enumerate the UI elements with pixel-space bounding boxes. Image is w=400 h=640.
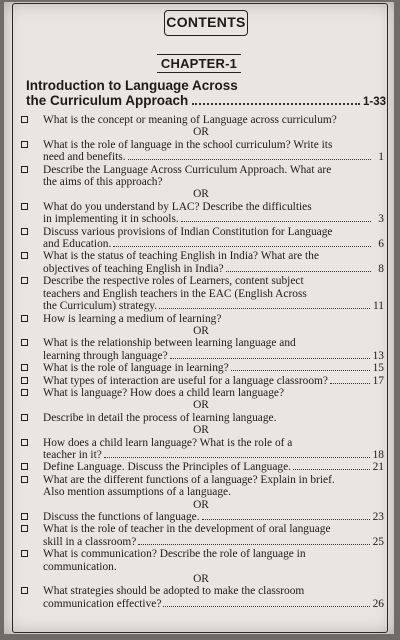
entry-text: in implementing it in schools. — [43, 213, 179, 226]
entry-last-line — [43, 300, 384, 312]
checkbox-bullet-icon — [21, 550, 28, 557]
checkbox-bullet-icon — [21, 525, 28, 532]
contents-entry[interactable] — [18, 548, 384, 573]
contents-entry[interactable] — [18, 585, 384, 610]
entry-text: communication. — [43, 560, 117, 573]
checkbox-bullet-icon — [21, 166, 28, 173]
entry-last-line — [43, 461, 384, 473]
entry-last-line — [43, 151, 384, 163]
entry-text: teachers and English teachers in the EAC (English Across — [43, 287, 307, 300]
dot-leader — [181, 221, 371, 222]
entry-text: What is the role of language in the school curriculum? Write its — [43, 138, 333, 151]
contents-entry[interactable] — [18, 387, 384, 399]
entry-text: What do you understand by LAC? Describe the difficulties — [43, 200, 312, 213]
checkbox-bullet-icon — [21, 513, 28, 520]
checkbox-bullet-icon — [21, 315, 28, 322]
entry-text: Describe the Language Across Curriculum Approach. What are — [43, 163, 332, 176]
page-number: 11 — [373, 300, 384, 313]
entry-last-line — [43, 536, 384, 548]
checkbox-bullet-icon — [21, 414, 28, 421]
contents-entry[interactable] — [18, 201, 384, 226]
checkbox-bullet-icon — [21, 377, 28, 384]
entry-text: teacher in it? — [43, 448, 102, 461]
entry-text: What is the role of language in learning? — [43, 362, 229, 375]
entry-text: communication effective? — [43, 597, 162, 610]
contents-entry[interactable] — [18, 226, 384, 251]
or-separator: OR — [193, 424, 209, 437]
dot-leader — [104, 457, 370, 458]
contents-entry[interactable] — [18, 412, 384, 424]
checkbox-bullet-icon — [21, 463, 28, 470]
contents-entry[interactable] — [18, 375, 384, 387]
checkbox-bullet-icon — [21, 141, 28, 148]
page-number: 21 — [372, 461, 384, 474]
or-separator: OR — [193, 399, 209, 412]
entry-text: objectives of teaching English in India? — [43, 262, 224, 275]
dot-leader — [293, 469, 370, 470]
or-separator: OR — [193, 188, 209, 201]
entry-text: What is the status of teaching English in India? What are the — [43, 250, 319, 263]
chapter-title-line-1: Introduction to Language Across — [26, 78, 238, 93]
contents-entry[interactable] — [18, 250, 384, 275]
entry-last-line — [43, 598, 384, 610]
page-number: 25 — [372, 535, 384, 548]
entry-text: Discuss the functions of language. — [43, 511, 200, 523]
page-number: 1 — [378, 151, 384, 164]
chapter-label: CHAPTER-1 — [157, 54, 241, 73]
contents-entry[interactable] — [18, 362, 384, 374]
checkbox-bullet-icon — [21, 587, 28, 594]
entry-text: the aims of this approach? — [43, 176, 163, 189]
dot-leader — [226, 271, 371, 272]
chapter-heading — [4, 55, 394, 73]
entry-text: Define Language. Discuss the Principles of Language. — [43, 461, 291, 474]
entry-last-line — [43, 375, 384, 387]
entry-last-line — [43, 213, 384, 225]
entry-text: the Curriculum) strategy. — [43, 300, 158, 313]
entry-text: and Education. — [43, 238, 112, 251]
entry-text: What are the different functions of a language? Explain in brief. — [43, 473, 335, 486]
contents-entry[interactable] — [18, 275, 384, 312]
page-number: 13 — [372, 349, 384, 362]
entry-text: What is the role of teacher in the development of oral language — [43, 523, 331, 536]
page-number: 15 — [372, 362, 384, 375]
checkbox-bullet-icon — [21, 364, 28, 371]
or-separator: OR — [193, 126, 209, 139]
entry-last-line — [43, 263, 384, 275]
chapter-page-range: 1-33 — [362, 96, 386, 108]
contents-entry[interactable] — [18, 461, 384, 473]
contents-entry[interactable] — [18, 474, 384, 499]
chapter-title-row — [26, 93, 386, 110]
checkbox-bullet-icon — [21, 339, 28, 346]
dot-leader — [113, 246, 371, 247]
contents-entry[interactable] — [18, 337, 384, 362]
or-separator: OR — [193, 573, 209, 586]
checkbox-bullet-icon — [21, 228, 28, 235]
dot-leader — [192, 103, 360, 105]
entry-last-line — [43, 238, 384, 250]
page-number: 26 — [372, 597, 384, 610]
dot-leader — [138, 544, 369, 545]
page-number: 3 — [378, 213, 384, 226]
page-number: 6 — [378, 238, 384, 251]
entry-text: Describe the respective roles of Learners, content subject — [43, 275, 304, 288]
entry-text: skill in a classroom? — [43, 535, 137, 548]
entry-last-line — [43, 362, 384, 374]
entry-text: What strategies should be adopted to make the classroom — [43, 585, 305, 598]
entry-text: How is learning a medium of learning? — [43, 312, 222, 325]
contents-entry[interactable] — [18, 139, 384, 164]
contents-entry[interactable] — [18, 114, 384, 126]
entry-last-line — [43, 511, 384, 523]
contents-entry[interactable] — [18, 437, 384, 462]
entry-text: What types of interaction are useful for a language classroom? — [43, 374, 328, 387]
page-number: 8 — [378, 262, 384, 275]
dot-leader — [202, 519, 370, 520]
checkbox-bullet-icon — [21, 439, 28, 446]
checkbox-bullet-icon — [21, 203, 28, 210]
checkbox-bullet-icon — [21, 476, 28, 483]
contents-entry[interactable] — [18, 164, 384, 189]
chapter-title-line-2: the Curriculum Approach — [26, 93, 189, 108]
entry-text: What is the concept or meaning of Language across curriculum? — [43, 114, 337, 126]
entry-text: Also mention assumptions of a language. — [43, 486, 231, 499]
or-separator: OR — [193, 498, 209, 511]
book-page — [4, 2, 394, 634]
entry-text: need and benefits. — [43, 151, 126, 164]
entry-text: What is the relationship between learning language and — [43, 337, 296, 350]
entry-text: How does a child learn language? What is the role of a — [43, 436, 293, 449]
or-separator: OR — [193, 324, 209, 337]
contents-list — [18, 114, 384, 610]
dot-leader — [128, 159, 371, 160]
contents-entry[interactable] — [18, 511, 384, 523]
page-number: 17 — [372, 374, 384, 387]
dot-leader — [231, 370, 370, 371]
entry-last-line — [43, 350, 384, 362]
dot-leader — [330, 383, 370, 384]
page-number: 23 — [372, 511, 384, 523]
entry-text: What is language? How does a child learn language? — [43, 386, 285, 399]
dot-leader — [159, 308, 370, 309]
dot-leader — [163, 606, 369, 607]
checkbox-bullet-icon — [21, 252, 28, 259]
contents-entry[interactable] — [18, 523, 384, 548]
checkbox-bullet-icon — [21, 389, 28, 396]
contents-heading: CONTENTS — [164, 10, 248, 36]
chapter-title — [26, 78, 386, 110]
entry-text: Discuss various provisions of Indian Constitution for Language — [43, 225, 333, 238]
contents-entry[interactable] — [18, 313, 384, 325]
entry-last-line — [43, 449, 384, 461]
entry-text: learning through language? — [43, 349, 168, 362]
entry-text: What is communication? Describe the role of language in — [43, 548, 306, 561]
checkbox-bullet-icon — [21, 277, 28, 284]
checkbox-bullet-icon — [21, 116, 28, 123]
dot-leader — [170, 358, 370, 359]
page-number: 18 — [372, 448, 384, 461]
entry-text: Describe in detail the process of learning language. — [43, 411, 277, 424]
